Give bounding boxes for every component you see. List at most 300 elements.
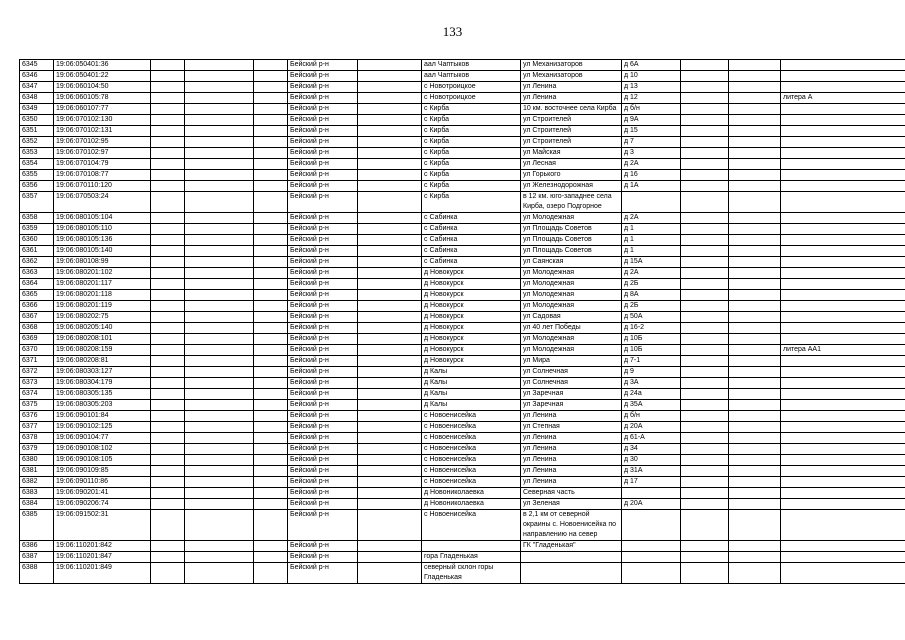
empty-cell — [185, 148, 254, 159]
empty-cell — [254, 334, 288, 345]
region-cell: Бейский р-н — [288, 71, 358, 82]
empty-cell — [358, 433, 422, 444]
cadastral-number-cell: 19:06:070102:131 — [54, 126, 151, 137]
settlement-cell: с Сабинка — [422, 235, 521, 246]
note-cell — [781, 455, 905, 466]
region-cell: Бейский р-н — [288, 137, 358, 148]
empty-cell — [185, 411, 254, 422]
table-row — [20, 181, 905, 192]
cadastral-number-cell: 19:06:080108:99 — [54, 257, 151, 268]
region-cell: Бейский р-н — [288, 93, 358, 104]
empty-cell — [254, 104, 288, 115]
cadastral-number-cell: 19:06:080205:140 — [54, 323, 151, 334]
empty-cell — [185, 422, 254, 433]
row-number-cell: 6374 — [20, 389, 54, 400]
table-row — [20, 71, 905, 82]
settlement-cell: с Сабинка — [422, 224, 521, 235]
cadastral-number-cell: 19:06:080208:81 — [54, 356, 151, 367]
empty-cell — [185, 356, 254, 367]
empty-cell — [254, 224, 288, 235]
empty-cell — [681, 148, 729, 159]
settlement-cell: с Сабинка — [422, 257, 521, 268]
empty-cell — [358, 312, 422, 323]
table-row — [20, 104, 905, 115]
street-cell: ул Садовая — [521, 312, 622, 323]
house-cell — [622, 192, 681, 213]
empty-cell — [151, 400, 185, 411]
cadastral-number-cell: 19:06:070110:120 — [54, 181, 151, 192]
row-number-cell: 6377 — [20, 422, 54, 433]
table-row — [20, 213, 905, 224]
note-cell — [781, 378, 905, 389]
empty-cell — [729, 499, 781, 510]
house-cell: д 50А — [622, 312, 681, 323]
empty-cell — [151, 477, 185, 488]
note-cell — [781, 71, 905, 82]
empty-cell — [254, 563, 288, 584]
empty-cell — [729, 444, 781, 455]
settlement-cell: д Новокурск — [422, 345, 521, 356]
empty-cell — [729, 367, 781, 378]
empty-cell — [358, 224, 422, 235]
empty-cell — [254, 455, 288, 466]
row-number-cell: 6361 — [20, 246, 54, 257]
empty-cell — [729, 510, 781, 541]
empty-cell — [151, 257, 185, 268]
note-cell — [781, 422, 905, 433]
cadastral-number-cell: 19:06:090104:77 — [54, 433, 151, 444]
empty-cell — [254, 268, 288, 279]
table-row — [20, 82, 905, 93]
empty-cell — [729, 301, 781, 312]
empty-cell — [681, 170, 729, 181]
empty-cell — [358, 181, 422, 192]
street-cell: Северная часть — [521, 488, 622, 499]
house-cell: д 17 — [622, 477, 681, 488]
empty-cell — [729, 257, 781, 268]
empty-cell — [358, 159, 422, 170]
house-cell: д 3А — [622, 378, 681, 389]
cadastral-number-cell: 19:06:090108:102 — [54, 444, 151, 455]
empty-cell — [254, 400, 288, 411]
empty-cell — [254, 378, 288, 389]
row-number-cell: 6387 — [20, 552, 54, 563]
empty-cell — [729, 213, 781, 224]
empty-cell — [729, 159, 781, 170]
house-cell: д 34 — [622, 444, 681, 455]
empty-cell — [254, 477, 288, 488]
street-cell: 10 км. восточнее села Кирба — [521, 104, 622, 115]
empty-cell — [185, 115, 254, 126]
empty-cell — [681, 422, 729, 433]
note-cell — [781, 115, 905, 126]
empty-cell — [151, 93, 185, 104]
note-cell — [781, 466, 905, 477]
row-number-cell: 6356 — [20, 181, 54, 192]
empty-cell — [185, 400, 254, 411]
empty-cell — [729, 126, 781, 137]
empty-cell — [729, 334, 781, 345]
empty-cell — [254, 433, 288, 444]
empty-cell — [358, 71, 422, 82]
empty-cell — [151, 563, 185, 584]
street-cell: в 2,1 км от северной окраины с. Новоенисейка по направлению на север — [521, 510, 622, 541]
empty-cell — [254, 444, 288, 455]
note-cell — [781, 301, 905, 312]
region-cell: Бейский р-н — [288, 115, 358, 126]
empty-cell — [681, 552, 729, 563]
empty-cell — [151, 126, 185, 137]
empty-cell — [681, 82, 729, 93]
empty-cell — [358, 192, 422, 213]
empty-cell — [151, 301, 185, 312]
empty-cell — [681, 137, 729, 148]
empty-cell — [185, 235, 254, 246]
note-cell — [781, 268, 905, 279]
empty-cell — [729, 389, 781, 400]
region-cell: Бейский р-н — [288, 541, 358, 552]
settlement-cell: с Кирба — [422, 104, 521, 115]
empty-cell — [151, 235, 185, 246]
region-cell: Бейский р-н — [288, 279, 358, 290]
empty-cell — [151, 552, 185, 563]
empty-cell — [358, 563, 422, 584]
settlement-cell: аал Чаптыков — [422, 60, 521, 71]
empty-cell — [729, 60, 781, 71]
note-cell — [781, 60, 905, 71]
cadastral-number-cell: 19:06:060105:78 — [54, 93, 151, 104]
row-number-cell: 6347 — [20, 82, 54, 93]
empty-cell — [681, 400, 729, 411]
settlement-cell: д Калы — [422, 378, 521, 389]
house-cell: д 20А — [622, 499, 681, 510]
settlement-cell: с Сабинка — [422, 246, 521, 257]
settlement-cell: с Кирба — [422, 137, 521, 148]
street-cell: ул Строителей — [521, 137, 622, 148]
empty-cell — [254, 181, 288, 192]
empty-cell — [254, 257, 288, 268]
settlement-cell: д Новокурск — [422, 301, 521, 312]
table-row — [20, 510, 905, 541]
empty-cell — [254, 488, 288, 499]
settlement-cell: северный склон горы Гладенькая — [422, 563, 521, 584]
region-cell: Бейский р-н — [288, 170, 358, 181]
empty-cell — [185, 71, 254, 82]
cadastral-number-cell: 19:06:050401:22 — [54, 71, 151, 82]
row-number-cell: 6369 — [20, 334, 54, 345]
empty-cell — [681, 279, 729, 290]
row-number-cell: 6350 — [20, 115, 54, 126]
region-cell: Бейский р-н — [288, 444, 358, 455]
empty-cell — [254, 82, 288, 93]
empty-cell — [254, 356, 288, 367]
empty-cell — [729, 82, 781, 93]
empty-cell — [151, 510, 185, 541]
empty-cell — [358, 455, 422, 466]
empty-cell — [729, 279, 781, 290]
empty-cell — [151, 268, 185, 279]
empty-cell — [185, 312, 254, 323]
street-cell — [521, 563, 622, 584]
empty-cell — [151, 541, 185, 552]
empty-cell — [185, 126, 254, 137]
row-number-cell: 6373 — [20, 378, 54, 389]
cadastral-number-cell: 19:06:080105:140 — [54, 246, 151, 257]
house-cell: д б/н — [622, 411, 681, 422]
street-cell: ул Зеленая — [521, 499, 622, 510]
empty-cell — [254, 71, 288, 82]
empty-cell — [681, 268, 729, 279]
empty-cell — [185, 246, 254, 257]
empty-cell — [681, 455, 729, 466]
cadastral-number-cell: 19:06:090206:74 — [54, 499, 151, 510]
empty-cell — [151, 356, 185, 367]
empty-cell — [185, 93, 254, 104]
empty-cell — [254, 323, 288, 334]
empty-cell — [358, 356, 422, 367]
region-cell: Бейский р-н — [288, 246, 358, 257]
empty-cell — [681, 466, 729, 477]
empty-cell — [681, 510, 729, 541]
empty-cell — [254, 213, 288, 224]
settlement-cell: с Новоенисейка — [422, 433, 521, 444]
settlement-cell: с Кирба — [422, 170, 521, 181]
cadastral-number-cell: 19:06:070104:79 — [54, 159, 151, 170]
empty-cell — [681, 334, 729, 345]
region-cell: Бейский р-н — [288, 367, 358, 378]
cadastral-number-cell: 19:06:080105:110 — [54, 224, 151, 235]
settlement-cell: с Сабинка — [422, 213, 521, 224]
empty-cell — [681, 356, 729, 367]
region-cell: Бейский р-н — [288, 455, 358, 466]
table-row — [20, 411, 905, 422]
cadastral-number-cell: 19:06:090109:85 — [54, 466, 151, 477]
empty-cell — [681, 257, 729, 268]
row-number-cell: 6381 — [20, 466, 54, 477]
empty-cell — [254, 345, 288, 356]
empty-cell — [358, 488, 422, 499]
cadastral-number-cell: 19:06:110201:847 — [54, 552, 151, 563]
settlement-cell: д Новокурск — [422, 268, 521, 279]
street-cell: ул Ленина — [521, 433, 622, 444]
page-number: 133 — [442, 24, 463, 39]
empty-cell — [681, 378, 729, 389]
empty-cell — [358, 137, 422, 148]
empty-cell — [151, 148, 185, 159]
street-cell: ул Солнечная — [521, 367, 622, 378]
row-number-cell: 6363 — [20, 268, 54, 279]
street-cell: ул Механизаторов — [521, 60, 622, 71]
street-cell: ул Майская — [521, 148, 622, 159]
registry-table — [19, 59, 905, 584]
note-cell — [781, 563, 905, 584]
region-cell: Бейский р-н — [288, 356, 358, 367]
house-cell: д 10Б — [622, 345, 681, 356]
row-number-cell: 6364 — [20, 279, 54, 290]
settlement-cell: аал Чаптыков — [422, 71, 521, 82]
note-cell — [781, 312, 905, 323]
note-cell — [781, 323, 905, 334]
house-cell — [622, 488, 681, 499]
house-cell: д 15 — [622, 126, 681, 137]
house-cell: д 1 — [622, 235, 681, 246]
street-cell: ул Площадь Советов — [521, 246, 622, 257]
empty-cell — [681, 246, 729, 257]
empty-cell — [681, 93, 729, 104]
street-cell: ул Молодежная — [521, 279, 622, 290]
house-cell: д 12 — [622, 93, 681, 104]
cadastral-number-cell: 19:06:091502:31 — [54, 510, 151, 541]
note-cell — [781, 389, 905, 400]
empty-cell — [254, 301, 288, 312]
empty-cell — [358, 170, 422, 181]
table-row — [20, 389, 905, 400]
street-cell: ул Ленина — [521, 93, 622, 104]
empty-cell — [151, 137, 185, 148]
empty-cell — [185, 290, 254, 301]
row-number-cell: 6383 — [20, 488, 54, 499]
empty-cell — [729, 488, 781, 499]
region-cell: Бейский р-н — [288, 488, 358, 499]
empty-cell — [151, 60, 185, 71]
empty-cell — [681, 224, 729, 235]
cadastral-number-cell: 19:06:070108:77 — [54, 170, 151, 181]
cadastral-number-cell: 19:06:070102:97 — [54, 148, 151, 159]
empty-cell — [681, 71, 729, 82]
empty-cell — [358, 389, 422, 400]
house-cell: д 2А — [622, 213, 681, 224]
row-number-cell: 6359 — [20, 224, 54, 235]
empty-cell — [729, 192, 781, 213]
note-cell — [781, 433, 905, 444]
empty-cell — [151, 378, 185, 389]
empty-cell — [681, 477, 729, 488]
cadastral-number-cell: 19:06:080208:159 — [54, 345, 151, 356]
empty-cell — [185, 345, 254, 356]
note-cell — [781, 334, 905, 345]
cadastral-number-cell: 19:06:110201:842 — [54, 541, 151, 552]
row-number-cell: 6379 — [20, 444, 54, 455]
row-number-cell: 6348 — [20, 93, 54, 104]
street-cell: ул Горького — [521, 170, 622, 181]
region-cell: Бейский р-н — [288, 82, 358, 93]
empty-cell — [151, 323, 185, 334]
empty-cell — [729, 148, 781, 159]
street-cell: ул Ленина — [521, 82, 622, 93]
empty-cell — [185, 541, 254, 552]
settlement-cell: с Новоенисейка — [422, 411, 521, 422]
street-cell: ул Молодежная — [521, 334, 622, 345]
street-cell: ул Ленина — [521, 466, 622, 477]
street-cell: в 12 км. юго-западнее села Кирба, озеро Подгорное — [521, 192, 622, 213]
empty-cell — [151, 115, 185, 126]
table-row — [20, 541, 905, 552]
house-cell: д 2А — [622, 268, 681, 279]
cadastral-number-cell: 19:06:090110:86 — [54, 477, 151, 488]
empty-cell — [151, 411, 185, 422]
note-cell — [781, 104, 905, 115]
settlement-cell: д Новокурск — [422, 334, 521, 345]
house-cell: д 3 — [622, 148, 681, 159]
empty-cell — [681, 433, 729, 444]
region-cell: Бейский р-н — [288, 181, 358, 192]
empty-cell — [358, 257, 422, 268]
settlement-cell: д Калы — [422, 400, 521, 411]
house-cell: д 16-2 — [622, 323, 681, 334]
empty-cell — [254, 422, 288, 433]
street-cell: ул 40 лет Победы — [521, 323, 622, 334]
empty-cell — [681, 389, 729, 400]
region-cell: Бейский р-н — [288, 148, 358, 159]
table-row — [20, 60, 905, 71]
empty-cell — [681, 367, 729, 378]
note-cell — [781, 367, 905, 378]
empty-cell — [151, 345, 185, 356]
note-cell — [781, 235, 905, 246]
row-number-cell: 6368 — [20, 323, 54, 334]
note-cell — [781, 279, 905, 290]
street-cell: ул Строителей — [521, 115, 622, 126]
empty-cell — [185, 82, 254, 93]
street-cell: ул Ленина — [521, 444, 622, 455]
empty-cell — [729, 290, 781, 301]
table-row — [20, 148, 905, 159]
cadastral-number-cell: 19:06:080201:117 — [54, 279, 151, 290]
settlement-cell: с Новоенисейка — [422, 510, 521, 541]
street-cell: ул Железнодорожная — [521, 181, 622, 192]
house-cell — [622, 563, 681, 584]
cadastral-number-cell: 19:06:070503:24 — [54, 192, 151, 213]
empty-cell — [185, 279, 254, 290]
cadastral-number-cell: 19:06:090102:125 — [54, 422, 151, 433]
note-cell — [781, 477, 905, 488]
region-cell: Бейский р-н — [288, 411, 358, 422]
house-cell: д 2Б — [622, 301, 681, 312]
empty-cell — [681, 159, 729, 170]
cadastral-number-cell: 19:06:080201:118 — [54, 290, 151, 301]
empty-cell — [151, 444, 185, 455]
empty-cell — [729, 224, 781, 235]
empty-cell — [185, 170, 254, 181]
empty-cell — [358, 60, 422, 71]
empty-cell — [358, 301, 422, 312]
empty-cell — [151, 334, 185, 345]
table-row — [20, 224, 905, 235]
row-number-cell: 6370 — [20, 345, 54, 356]
settlement-cell: с Новоенисейка — [422, 455, 521, 466]
note-cell — [781, 356, 905, 367]
table-row — [20, 235, 905, 246]
row-number-cell: 6353 — [20, 148, 54, 159]
region-cell: Бейский р-н — [288, 301, 358, 312]
row-number-cell: 6376 — [20, 411, 54, 422]
empty-cell — [729, 477, 781, 488]
empty-cell — [729, 268, 781, 279]
empty-cell — [729, 422, 781, 433]
empty-cell — [729, 411, 781, 422]
empty-cell — [185, 367, 254, 378]
empty-cell — [185, 444, 254, 455]
house-cell: д 20А — [622, 422, 681, 433]
empty-cell — [254, 312, 288, 323]
empty-cell — [729, 71, 781, 82]
region-cell: Бейский р-н — [288, 224, 358, 235]
empty-cell — [254, 290, 288, 301]
settlement-cell: с Кирба — [422, 159, 521, 170]
table-row — [20, 422, 905, 433]
table-row — [20, 323, 905, 334]
table-row — [20, 499, 905, 510]
